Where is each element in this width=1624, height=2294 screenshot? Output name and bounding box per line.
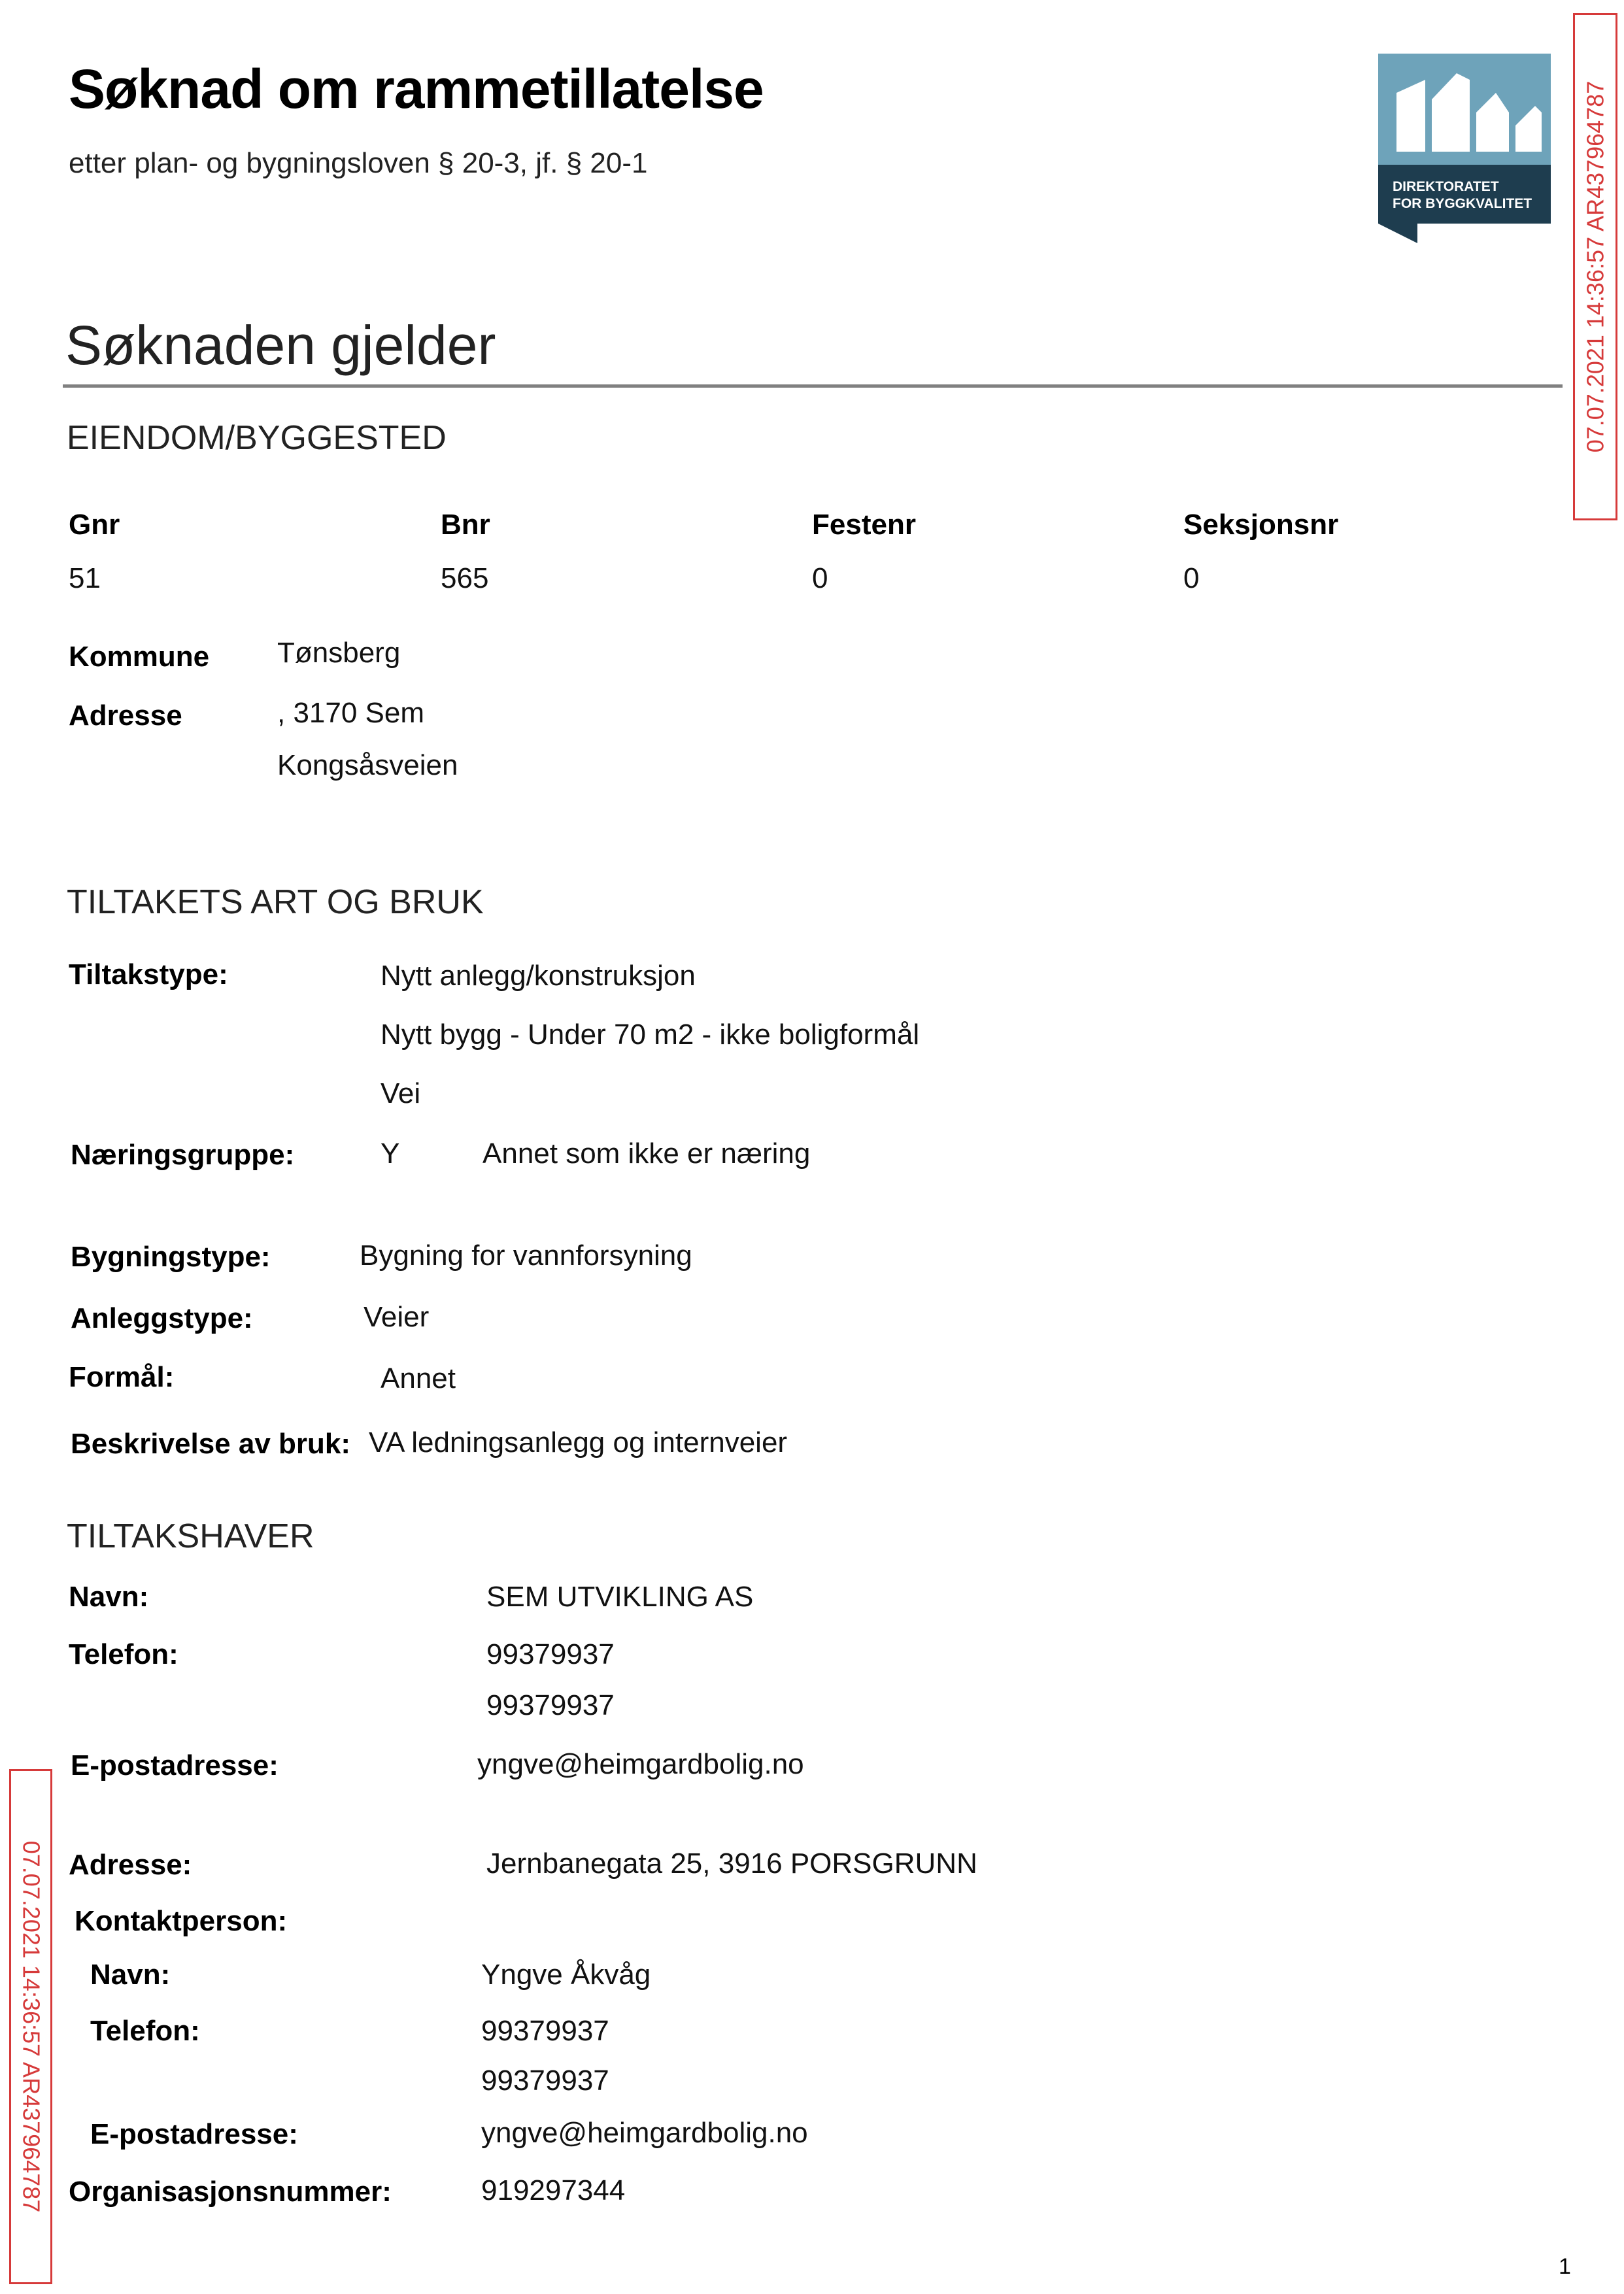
stamp-text-left: 07.07.2021 14:36:57 AR437964787 xyxy=(18,1840,44,2213)
page-number: 1 xyxy=(1559,2254,1571,2279)
kontaktperson-epost-value: yngve@heimgardbolig.no xyxy=(481,2117,808,2149)
dibk-logo-icon xyxy=(1378,54,1551,243)
anleggstype-label: Anleggstype: xyxy=(71,1302,253,1334)
bnr-value: 565 xyxy=(441,562,489,594)
bygningstype-label: Bygningstype: xyxy=(71,1241,271,1273)
timestamp-stamp-right xyxy=(1573,13,1617,520)
tiltakstype-label: Tiltakstype: xyxy=(69,958,228,990)
naeringsgruppe-value: Annet som ikke er næring xyxy=(482,1138,811,1170)
seksjonsnr-value: 0 xyxy=(1183,562,1200,594)
tiltakstype-value-1: Nytt anlegg/konstruksjon xyxy=(381,960,696,992)
kontaktperson-label: Kontaktperson: xyxy=(75,1905,288,1937)
tiltakshaver-telefon-value-1: 99379937 xyxy=(486,1638,615,1670)
anleggstype-value: Veier xyxy=(364,1301,430,1333)
tiltakshaver-heading: TILTAKSHAVER xyxy=(67,1517,314,1555)
kontaktperson-telefon-label: Telefon: xyxy=(90,2015,200,2047)
timestamp-stamp-left xyxy=(9,1769,52,2284)
document-subtitle: etter plan- og bygningsloven § 20-3, jf. § 20-1 xyxy=(69,147,648,179)
eiendom-heading: EIENDOM/BYGGESTED xyxy=(67,419,447,457)
festenr-label: Festenr xyxy=(812,509,916,541)
tiltakshaver-telefon-label: Telefon: xyxy=(69,1638,178,1670)
beskrivelse-value: VA ledningsanlegg og internveier xyxy=(369,1426,788,1459)
adresse-line2: Kongsåsveien xyxy=(277,749,458,781)
gnr-label: Gnr xyxy=(69,509,120,541)
stamp-text-right: 07.07.2021 14:36:57 AR437964787 xyxy=(1582,80,1608,453)
formal-value: Annet xyxy=(381,1362,456,1394)
adresse-line1: , 3170 Sem xyxy=(277,697,425,729)
beskrivelse-label: Beskrivelse av bruk: xyxy=(71,1428,351,1460)
gnr-value: 51 xyxy=(69,562,101,594)
adresse-label: Adresse xyxy=(69,700,182,732)
tiltak-heading: TILTAKETS ART OG BRUK xyxy=(67,883,484,921)
kontaktperson-telefon-value-2: 99379937 xyxy=(481,2065,609,2097)
kommune-value: Tønsberg xyxy=(277,637,401,669)
section-title: Søknaden gjelder xyxy=(65,314,496,376)
tiltakshaver-adresse-value: Jernbanegata 25, 3916 PORSGRUNN xyxy=(486,1847,977,1880)
tiltakshaver-epost-value: yngve@heimgardbolig.no xyxy=(477,1748,804,1780)
tiltakstype-value-2: Nytt bygg - Under 70 m2 - ikke boligformål xyxy=(381,1019,920,1051)
dibk-logo xyxy=(1378,54,1551,243)
section-divider xyxy=(63,384,1563,388)
seksjonsnr-label: Seksjonsnr xyxy=(1183,509,1339,541)
tiltakshaver-navn-label: Navn: xyxy=(69,1581,149,1613)
tiltakshaver-navn-value: SEM UTVIKLING AS xyxy=(486,1581,754,1613)
naeringsgruppe-label: Næringsgruppe: xyxy=(71,1139,295,1171)
orgnr-label: Organisasjonsnummer: xyxy=(69,2176,392,2208)
bygningstype-value: Bygning for vannforsyning xyxy=(360,1240,692,1272)
document-title: Søknad om rammetillatelse xyxy=(69,58,764,120)
festenr-value: 0 xyxy=(812,562,828,594)
tiltakshaver-telefon-value-2: 99379937 xyxy=(486,1689,615,1721)
orgnr-value: 919297344 xyxy=(481,2174,626,2206)
tiltakstype-value-3: Vei xyxy=(381,1077,421,1109)
kontaktperson-epost-label: E-postadresse: xyxy=(90,2118,298,2150)
kontaktperson-navn-value: Yngve Åkvåg xyxy=(481,1959,651,1991)
logo-text-line1: DIREKTORATET xyxy=(1393,179,1499,194)
kontaktperson-telefon-value-1: 99379937 xyxy=(481,2015,609,2047)
logo-text-line2: FOR BYGGKVALITET xyxy=(1393,196,1532,211)
tiltakshaver-epost-label: E-postadresse: xyxy=(71,1749,279,1781)
formal-label: Formål: xyxy=(69,1361,175,1393)
kontaktperson-navn-label: Navn: xyxy=(90,1959,171,1991)
bnr-label: Bnr xyxy=(441,509,490,541)
kommune-label: Kommune xyxy=(69,641,210,673)
tiltakshaver-adresse-label: Adresse: xyxy=(69,1849,192,1881)
naeringsgruppe-code: Y xyxy=(381,1138,400,1170)
